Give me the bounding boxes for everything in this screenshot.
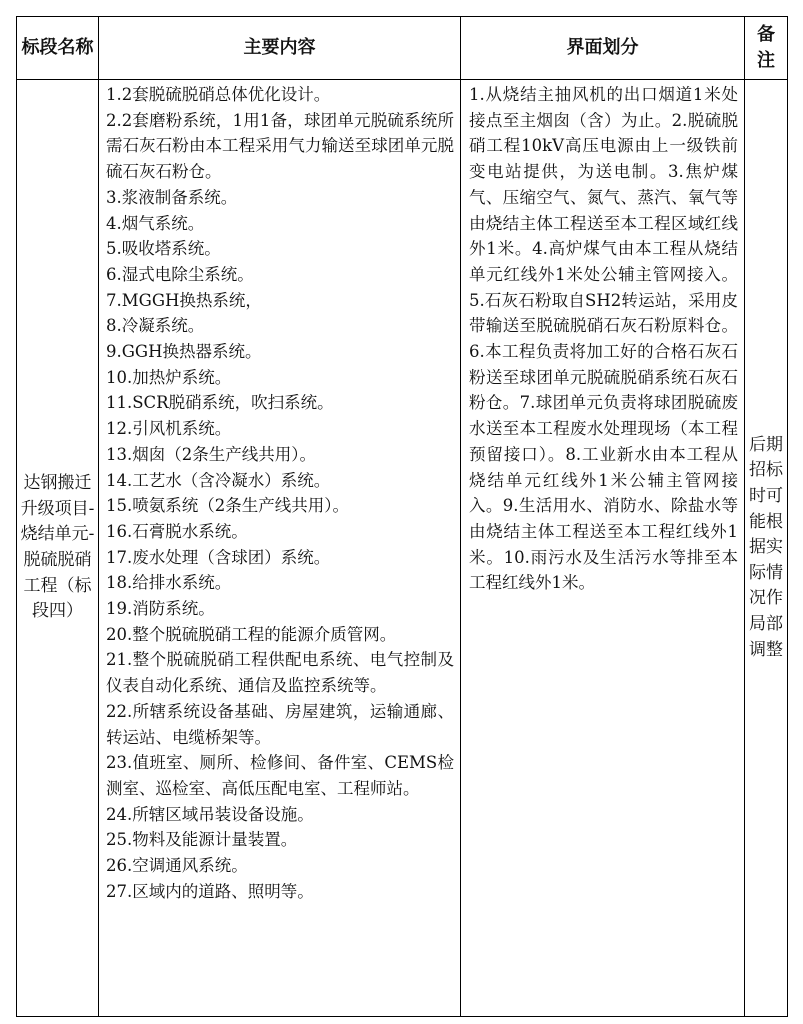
main-content-cell — [99, 80, 461, 1017]
interface-division-text: 1.从烧结主抽风机的出口烟道1米处接点至主烟囱（含）为止。2.脱硫脱硝工程10kV高压电源由上一级铁前变电站提供，为送电制。3.焦炉煤气、压缩空气、氮气、蒸汽、氧气等由烧结主体工程送至本工程区域红线外1米。4.高炉煤气由本工程从烧结单元红线外1米处公辅主管网接入。5.石灰石粉取自SH2转运站，采用皮带输送至脱硫脱硝石灰石粉原料仓。6.本工程负责将加工好的合格石灰石粉送至球团单元脱硫脱硝系统石灰石粉仓。7.球团单元负责将球团脱硫废水送至本工程废水处理现场（本工程预留接口）。8.工业新水由本工程从烧结单元红线外1米公辅主管网接入。9.生活用水、消防水、除盐水等由烧结主体工程送至本工程红线外1米。10.雨污水及生活污水等排至本工程红线外1米。 — [469, 85, 738, 593]
main-content-item: 20.整个脱硫脱硝工程的能源介质管网。 — [106, 624, 397, 644]
main-content-item: 5.吸收塔系统。 — [106, 239, 221, 259]
header-row — [17, 17, 788, 80]
segment-name-cell: 达钢搬迁升级项目-烧结单元-脱硫脱硝工程（标段四） — [17, 80, 99, 1017]
header-main-content: 主要内容 — [99, 17, 461, 80]
main-content-item: 16.石膏脱水系统。 — [106, 521, 248, 541]
main-content-item: 18.给排水系统。 — [106, 573, 232, 593]
interface-division-cell — [461, 80, 745, 1017]
main-content-item: 1.2套脱硫脱硝总体优化设计。 — [106, 85, 331, 104]
main-content-item: 15.喷氨系统（2条生产线共用）。 — [106, 496, 349, 516]
main-content-item: 7.MGGH换热系统， — [106, 290, 262, 310]
main-content-list — [99, 80, 460, 905]
main-content-item: 6.湿式电除尘系统。 — [106, 264, 254, 284]
main-content-item: 22.所辖系统设备基础、房屋建筑，运输通廊、转运站、电缆桥架等。 — [106, 701, 454, 747]
main-content-item: 2.2套磨粉系统，1用1备，球团单元脱硫系统所需石灰石粉由本工程采用气力输送至球团单元脱硫石灰石粉仓。 — [106, 110, 454, 182]
main-content-item: 25.物料及能源计量装置。 — [106, 830, 298, 850]
main-content-item: 24.所辖区域吊装设备设施。 — [106, 804, 314, 824]
main-content-item: 17.废水处理（含球团）系统。 — [106, 547, 331, 567]
main-content-item: 9.GGH换热器系统。 — [106, 342, 262, 362]
main-content-item: 26.空调通风系统。 — [106, 856, 248, 876]
main-content-item: 12.引风机系统。 — [106, 419, 232, 439]
header-segment-name: 标段名称 — [17, 17, 99, 80]
main-content-item: 27.区域内的道路、照明等。 — [106, 881, 314, 901]
main-content-item: 4.烟气系统。 — [106, 213, 205, 233]
remarks-cell: 后期招标时可能根据实际情况作局部调整 — [745, 80, 788, 1017]
main-content-item: 21.整个脱硫脱硝工程供配电系统、电气控制及仪表自动化系统、通信及监控系统等。 — [106, 650, 454, 696]
main-content-item: 10.加热炉系统。 — [106, 367, 232, 387]
scope-table — [16, 16, 788, 1017]
body-row — [17, 80, 788, 1017]
header-interface-division: 界面划分 — [461, 17, 745, 80]
main-content-item: 14.工艺水（含冷凝水）系统。 — [106, 470, 331, 490]
main-content-item: 23.值班室、厕所、检修间、备件室、CEMS检测室、巡检室、高低压配电室、工程师站。 — [106, 753, 454, 798]
main-content-item: 19.消防系统。 — [106, 599, 215, 619]
main-content-item: 11.SCR脱硝系统，吹扫系统。 — [106, 393, 334, 413]
header-remarks: 备注 — [745, 17, 788, 80]
main-content-item: 8.冷凝系统。 — [106, 316, 205, 336]
main-content-item: 3.浆液制备系统。 — [106, 187, 238, 207]
main-content-item: 13.烟囱（2条生产线共用）。 — [106, 444, 316, 464]
